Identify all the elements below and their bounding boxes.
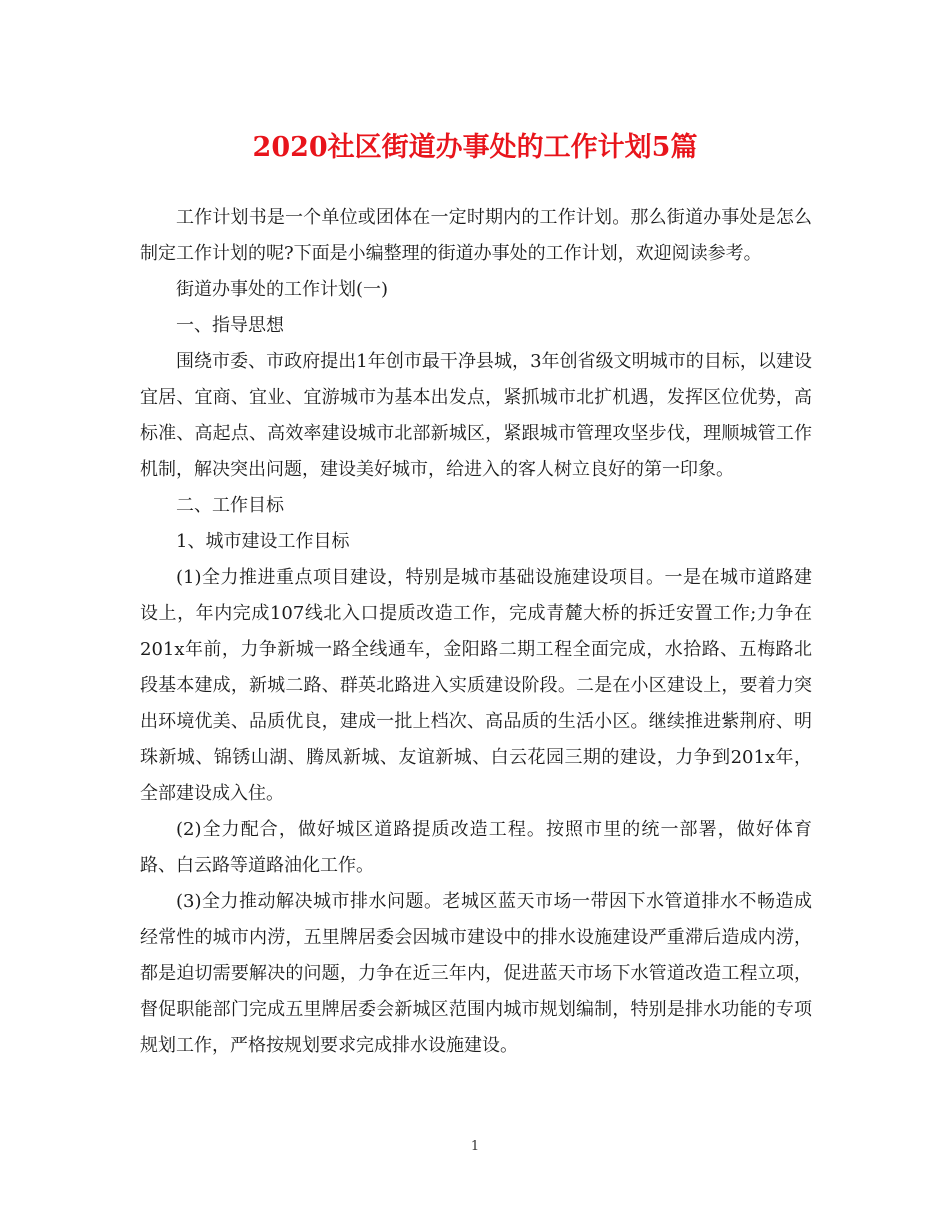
section-heading-plan-1: 街道办事处的工作计划(一) — [176, 279, 389, 300]
section-heading-work-goals: 二、工作目标 — [176, 495, 284, 516]
document-title: 2020社区街道办事处的工作计划5篇 — [252, 132, 698, 163]
paragraph-guiding-ideology: 围绕市委、市政府提出1年创市最干净县城，3年创省级文明城市的目标，以建设宜居、宜商、宜业、宜游城市为基本出发点，紧抓城市北扩机遇，发挥区位优势，高标准、高起点、高效率建设城市北部新城区，紧跟城市管理攻坚步伐，理顺城管工作机制，解决突出问题，建设美好城市，给进入的客人树立良好的第一印象。 — [140, 351, 812, 480]
document-body — [140, 200, 812, 1064]
paragraph-item-3: (3)全力推动解决城市排水问题。老城区蓝天市场一带因下水管道排水不畅造成经常性的城市内涝，五里牌居委会因城市建设中的排水设施建设严重滞后造成内涝，都是迫切需要解决的问题，力争在近三年内，促进蓝天市场下水管道改造工程立项，督促职能部门完成五里牌居委会新城区范围内城市规划编制，特别是排水功能的专项规划工作，严格按规划要求完成排水设施建设。 — [140, 891, 812, 1056]
subsection-heading-urban-construction: 1、城市建设工作目标 — [176, 531, 350, 552]
paragraph-item-2: (2)全力配合，做好城区道路提质改造工程。按照市里的统一部署，做好体育路、白云路等道路油化工作。 — [140, 819, 812, 876]
paragraph-item-1: (1)全力推进重点项目建设，特别是城市基础设施建设项目。一是在城市道路建设上，年内完成107线北入口提质改造工作，完成青麓大桥的拆迁安置工作;力争在201x年前，力争新城一路全线通车，金阳路二期工程全面完成，水拾路、五梅路北段基本建成，新城二路、群英北路进入实质建设阶段。二是在小区建设上，要着力突出环境优美、品质优良，建成一批上档次、高品质的生活小区。继续推进紫荆府、明珠新城、锦锈山湖、腾凤新城、友谊新城、白云花园三期的建设，力争到201x年，全部建设成入住。 — [140, 567, 812, 804]
paragraph-intro: 工作计划书是一个单位或团体在一定时期内的工作计划。那么街道办事处是怎么制定工作计划的呢?下面是小编整理的街道办事处的工作计划，欢迎阅读参考。 — [140, 207, 812, 264]
section-heading-guiding-ideology: 一、指导思想 — [176, 315, 284, 336]
page-number: 1 — [470, 1139, 480, 1154]
